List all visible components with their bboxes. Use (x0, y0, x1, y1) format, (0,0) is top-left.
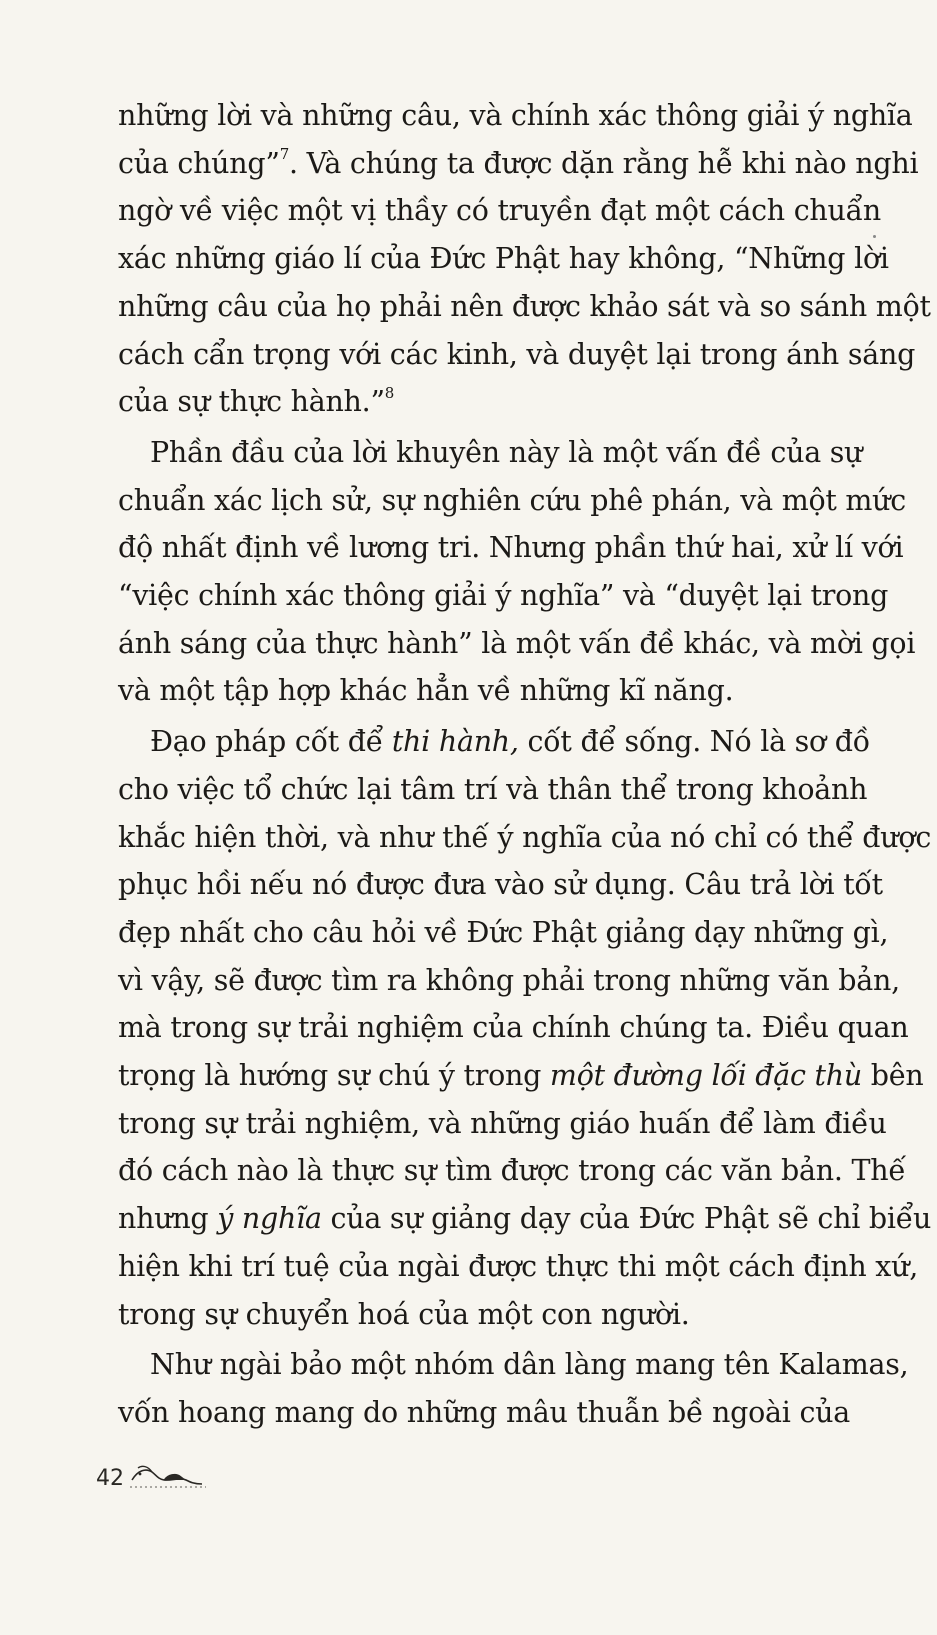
text-line (118, 378, 850, 426)
text-run: mà trong sự trải nghiệm của chính chúng ta. Điều quan (118, 1011, 909, 1045)
text-run: những lời và những câu, và chính xác thông giải ý nghĩa (118, 99, 913, 132)
text-line (118, 814, 932, 862)
text-run: hiện khi trí tuệ của ngài được thực thi một cách định xứ, (118, 1249, 919, 1283)
text-run: cốt để sống. Nó là sơ đồ (518, 725, 870, 759)
text-line (118, 524, 904, 572)
text-line (118, 1147, 906, 1195)
text-run: của sự thực hành.” (118, 385, 385, 419)
text-run: bên (861, 1059, 924, 1093)
text-run: ánh sáng của thực hành” là một vấn đề khác, và mời gọi (118, 626, 916, 660)
text-line (118, 429, 863, 477)
paragraph (118, 1341, 909, 1436)
page-number: 42 (96, 1466, 124, 1491)
text-run: vốn hoang mang do những mâu thuẫn bề ngoài của (118, 1395, 851, 1429)
scan-speck (873, 235, 876, 238)
text-run: nhưng (118, 1202, 218, 1236)
text-line (118, 235, 889, 283)
italic-run: một đường lối đặc thù (549, 1059, 862, 1093)
text-line (118, 140, 919, 188)
paragraph (118, 92, 931, 426)
text-run: trọng là hướng sự chú ý trong (118, 1059, 550, 1093)
page-footer (96, 1452, 208, 1492)
text-run: . Và chúng ta được dặn rằng hễ khi nào nghi (289, 146, 919, 180)
text-line (118, 1243, 919, 1291)
text-line (118, 667, 850, 715)
text-line (118, 1100, 887, 1148)
text-run: trong sự trải nghiệm, và những giáo huấn để làm điều (118, 1106, 887, 1140)
text-run: chuẩn xác lịch sử, sự nghiên cứu phê phán, và một mức (118, 483, 906, 517)
text-run: đẹp nhất cho câu hỏi về Đức Phật giảng dạy những gì, (118, 915, 889, 949)
text-line (118, 1052, 924, 1100)
italic-run: thi hành, (391, 725, 519, 759)
text-run: Đạo pháp cốt để (150, 725, 392, 759)
paragraph (118, 429, 916, 715)
text-run: đó cách nào là thực sự tìm được trong các văn bản. Thế (118, 1154, 906, 1188)
text-line (118, 187, 881, 235)
text-line (118, 1341, 909, 1389)
text-run: và một tập hợp khác hẳn về những kĩ năng. (118, 674, 734, 708)
text-run: “việc chính xác thông giải ý nghĩa” và “duyệt lại trong (118, 579, 889, 613)
text-line (118, 92, 913, 140)
text-line (118, 620, 916, 668)
text-line (118, 718, 870, 766)
text-line (118, 861, 883, 909)
bird-ornament-icon (128, 1460, 208, 1492)
text-line (118, 1291, 850, 1339)
text-line (118, 331, 916, 379)
paragraph (118, 718, 932, 1338)
text-line (118, 477, 906, 525)
footnote-ref: 8 (384, 383, 395, 402)
text-run: của sự giảng dạy của Đức Phật sẽ chỉ biểu (321, 1202, 932, 1236)
text-line (118, 1389, 850, 1437)
text-run: những câu của họ phải nên được khảo sát và so sánh một (118, 289, 931, 323)
text-line (118, 1195, 932, 1243)
text-run: của chúng” (118, 146, 280, 180)
text-run: vì vậy, sẽ được tìm ra không phải trong những văn bản, (118, 963, 900, 997)
text-run: phục hồi nếu nó được đưa vào sử dụng. Câu trả lời tốt (118, 868, 883, 902)
text-run: xác những giáo lí của Đức Phật hay không, “Những lời (118, 242, 889, 276)
footnote-ref: 7 (279, 145, 290, 164)
italic-run: ý nghĩa (217, 1202, 322, 1236)
text-line (118, 1004, 909, 1052)
text-run: độ nhất định về lương tri. Nhưng phần thứ hai, xử lí với (118, 531, 904, 565)
text-run: khắc hiện thời, và như thế ý nghĩa của nó chỉ có thể được (118, 820, 932, 854)
text-run: ngờ về việc một vị thầy có truyền đạt một cách chuẩn (118, 194, 881, 228)
text-line (118, 572, 889, 620)
text-line (118, 909, 889, 957)
text-line (118, 957, 900, 1005)
text-run: trong sự chuyển hoá của một con người. (118, 1297, 690, 1331)
text-run: cho việc tổ chức lại tâm trí và thân thể trong khoảnh (118, 772, 868, 806)
text-line (118, 766, 868, 814)
text-run: Phần đầu của lời khuyên này là một vấn đề của sự (150, 435, 863, 469)
text-run: Như ngài bảo một nhóm dân làng mang tên Kalamas, (150, 1348, 909, 1382)
text-line (118, 283, 931, 331)
text-run: cách cẩn trọng với các kinh, và duyệt lại trong ánh sáng (118, 337, 916, 371)
body-text (118, 92, 932, 1437)
